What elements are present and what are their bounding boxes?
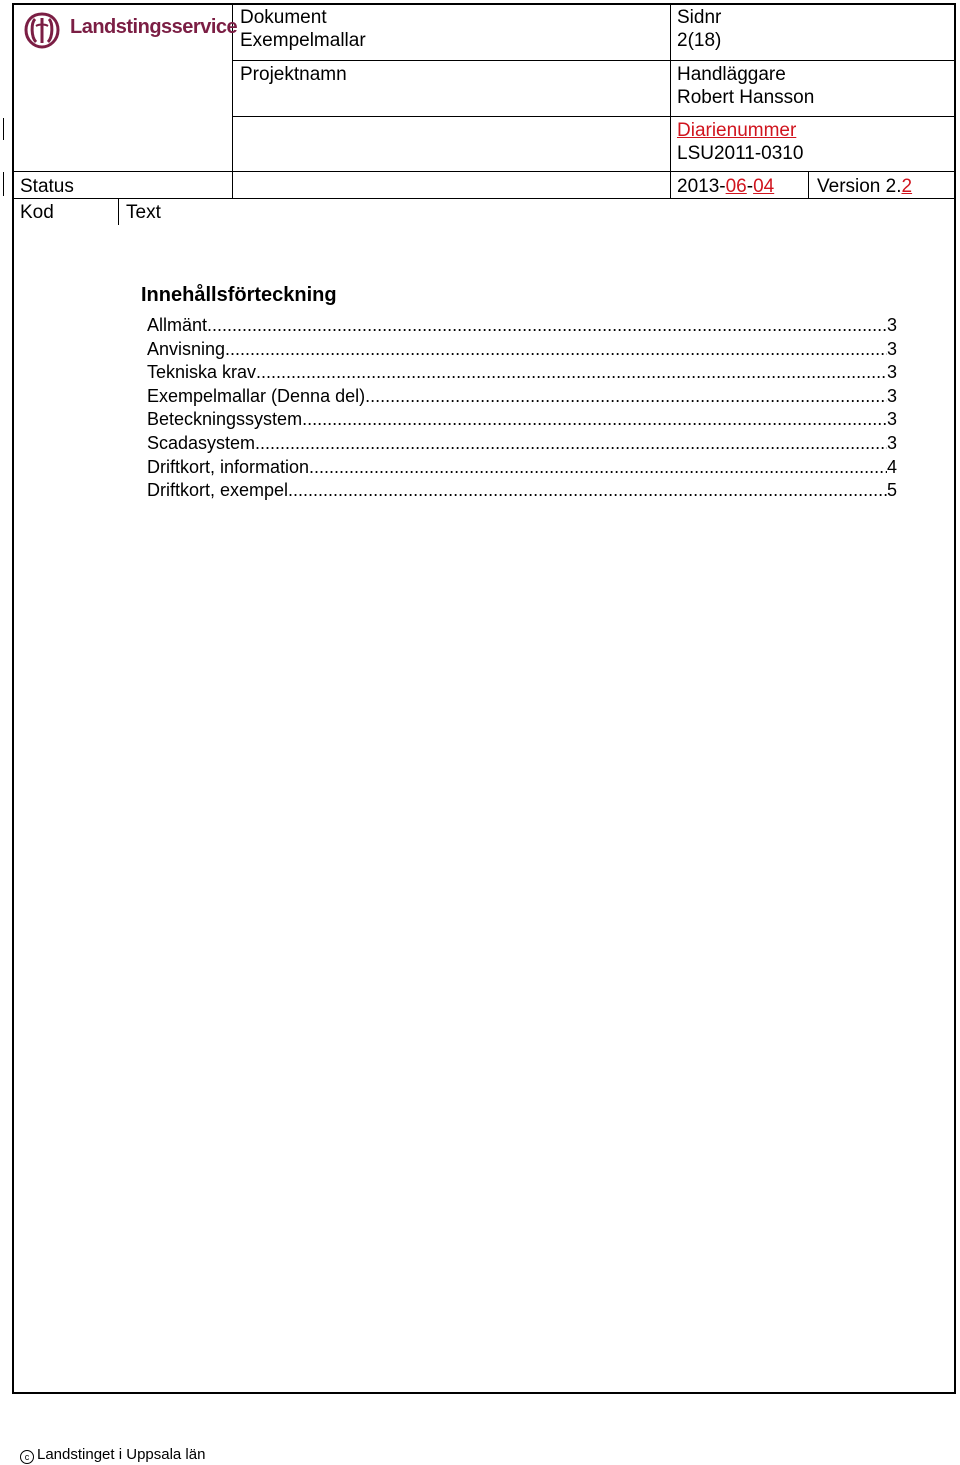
handlaggare-label: Handläggare	[677, 64, 786, 85]
date-separator: -	[746, 176, 754, 197]
logo-text: Landstingsservice	[70, 16, 238, 38]
toc-entry[interactable]	[147, 314, 897, 338]
copyright-icon: c	[20, 1450, 34, 1464]
logo	[22, 10, 238, 52]
toc-title: Innehållsförteckning	[141, 284, 337, 306]
status-label: Status	[20, 176, 74, 197]
toc-entry-label: Scadasystem	[147, 432, 256, 453]
version-field	[817, 175, 912, 198]
toc-list	[147, 314, 897, 503]
toc-entry-page: 3	[886, 409, 897, 430]
footer-text: Landstinget i Uppsala län	[37, 1446, 206, 1463]
footer	[20, 1446, 205, 1464]
toc-entry[interactable]	[147, 432, 897, 456]
version-prefix: Version 2.	[817, 176, 902, 197]
header-line-3	[14, 171, 956, 172]
diarienummer-value: LSU2011-0310	[677, 143, 804, 164]
toc-entry[interactable]	[147, 408, 897, 432]
sidnr-value: 2(18)	[677, 30, 722, 51]
projekt-label: Projektnamn	[240, 64, 347, 85]
toc-entry[interactable]	[147, 479, 897, 503]
date-field	[677, 175, 774, 198]
toc-leader	[207, 314, 887, 338]
margin-mark-1	[3, 118, 4, 140]
toc-entry-page: 3	[886, 362, 897, 383]
toc-entry-page: 3	[886, 385, 897, 406]
dokument-label: Dokument	[240, 7, 327, 28]
toc-entry[interactable]	[147, 385, 897, 409]
diarienummer-label[interactable]: Diarienummer	[677, 120, 797, 141]
toc-entry-page: 3	[886, 432, 897, 453]
toc-entry-page: 4	[886, 456, 897, 477]
sidnr-label: Sidnr	[677, 7, 722, 28]
header-vline-version	[808, 172, 809, 198]
toc-entry-label: Driftkort, exempel	[147, 480, 289, 501]
toc-entry-label: Allmänt	[147, 315, 208, 335]
toc-entry-page: 5	[886, 480, 897, 501]
toc-entry-label: Tekniska krav	[147, 362, 257, 383]
toc-entry[interactable]	[147, 456, 897, 480]
margin-mark-2	[3, 172, 4, 196]
toc-entry-label: Exempelmallar (Denna del)	[147, 385, 366, 406]
toc-leader	[309, 456, 887, 480]
logo-icon	[22, 10, 62, 50]
header-line-2	[232, 116, 956, 117]
text-label: Text	[126, 202, 161, 223]
date-year: 2013-	[677, 176, 726, 197]
toc-entry-page: 3	[886, 315, 897, 335]
toc-entry-page: 3	[886, 338, 897, 359]
header-line-4	[14, 198, 956, 199]
toc-leader	[256, 361, 887, 385]
toc-leader	[365, 385, 887, 409]
toc-leader	[225, 338, 887, 362]
toc-entry-label: Driftkort, information	[147, 456, 310, 477]
toc-leader	[302, 408, 887, 432]
kod-label: Kod	[20, 202, 54, 223]
toc-entry-label: Beteckningssystem	[147, 409, 303, 430]
dokument-value: Exempelmallar	[240, 30, 366, 51]
toc-leader	[255, 432, 887, 456]
header-vline-right	[670, 5, 671, 199]
handlaggare-value: Robert Hansson	[677, 87, 815, 108]
date-month[interactable]: 06	[725, 176, 747, 197]
toc-entry[interactable]	[147, 361, 897, 385]
toc-leader	[288, 479, 887, 503]
header-line-1	[232, 60, 956, 61]
version-suffix[interactable]: 2	[901, 176, 913, 197]
toc-entry[interactable]	[147, 338, 897, 362]
toc-entry-label: Anvisning	[147, 338, 226, 359]
date-day[interactable]: 04	[753, 176, 775, 197]
header-vline-kod	[118, 199, 119, 225]
